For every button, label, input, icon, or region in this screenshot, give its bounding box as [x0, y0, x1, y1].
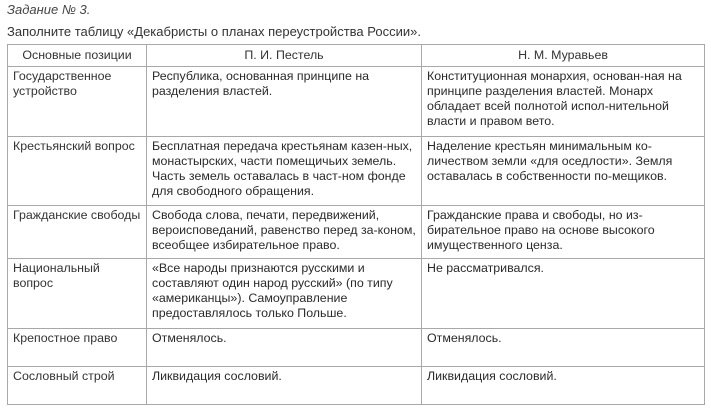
row-position-cell: Национальный вопрос: [8, 259, 147, 329]
column-header-pestel: П. И. Пестель: [147, 45, 422, 67]
decembrists-table: [7, 44, 705, 405]
table-row: [8, 137, 705, 206]
pestel-cell: Свобода слова, печати, передвижений, вероисповеданий, равенство перед за-коном, всеобщее избирательное право.: [147, 206, 422, 259]
task-title: Задание № 3.: [7, 2, 91, 17]
row-position-cell: Гражданские свободы: [8, 206, 147, 259]
row-position-cell: Государственное устройство: [8, 67, 147, 137]
muravyov-cell: Наделение крестьян минимальным ко-личеством земли «для оседлости». Земля оставалась в собственности по-мещиков.: [422, 137, 705, 206]
muravyov-cell: Ликвидация сословий.: [422, 367, 705, 405]
table-row: [8, 206, 705, 259]
pestel-cell: Отменялось.: [147, 329, 422, 367]
table-header-row: [8, 45, 705, 67]
table-row: [8, 259, 705, 329]
instruction-text: Заполните таблицу «Декабристы о планах переустройства России».: [7, 24, 421, 39]
pestel-cell: Республика, основанная принципе на разделения властей.: [147, 67, 422, 137]
column-header-positions: Основные позиции: [8, 45, 147, 67]
row-position-cell: Сословный строй: [8, 367, 147, 405]
muravyov-cell: Конституционная монархия, основан-ная на принципе разделения властей. Монарх обладает всей полнотой испол-нительной власти и правом вето.: [422, 67, 705, 137]
pestel-cell: Бесплатная передача крестьянам казен-ных, монастырских, части помещичьих земель. Часть земель оставалась в част-ном фонде для свободного обращения.: [147, 137, 422, 206]
muravyov-cell: Гражданские права и свободы, но из-бирательное право на основе высокого имущественного ценза.: [422, 206, 705, 259]
table-row: [8, 367, 705, 405]
muravyov-cell: Не рассматривался.: [422, 259, 705, 329]
table-row: [8, 329, 705, 367]
row-position-cell: Крепостное право: [8, 329, 147, 367]
muravyov-cell: Отменялось.: [422, 329, 705, 367]
table-row: [8, 67, 705, 137]
column-header-muravyov: Н. М. Муравьев: [422, 45, 705, 67]
pestel-cell: «Все народы признаются русскими и составляют один народ русский» (по типу «американцы»). Самоуправление предоставлялось только Польше.: [147, 259, 422, 329]
pestel-cell: Ликвидация сословий.: [147, 367, 422, 405]
row-position-cell: Крестьянский вопрос: [8, 137, 147, 206]
